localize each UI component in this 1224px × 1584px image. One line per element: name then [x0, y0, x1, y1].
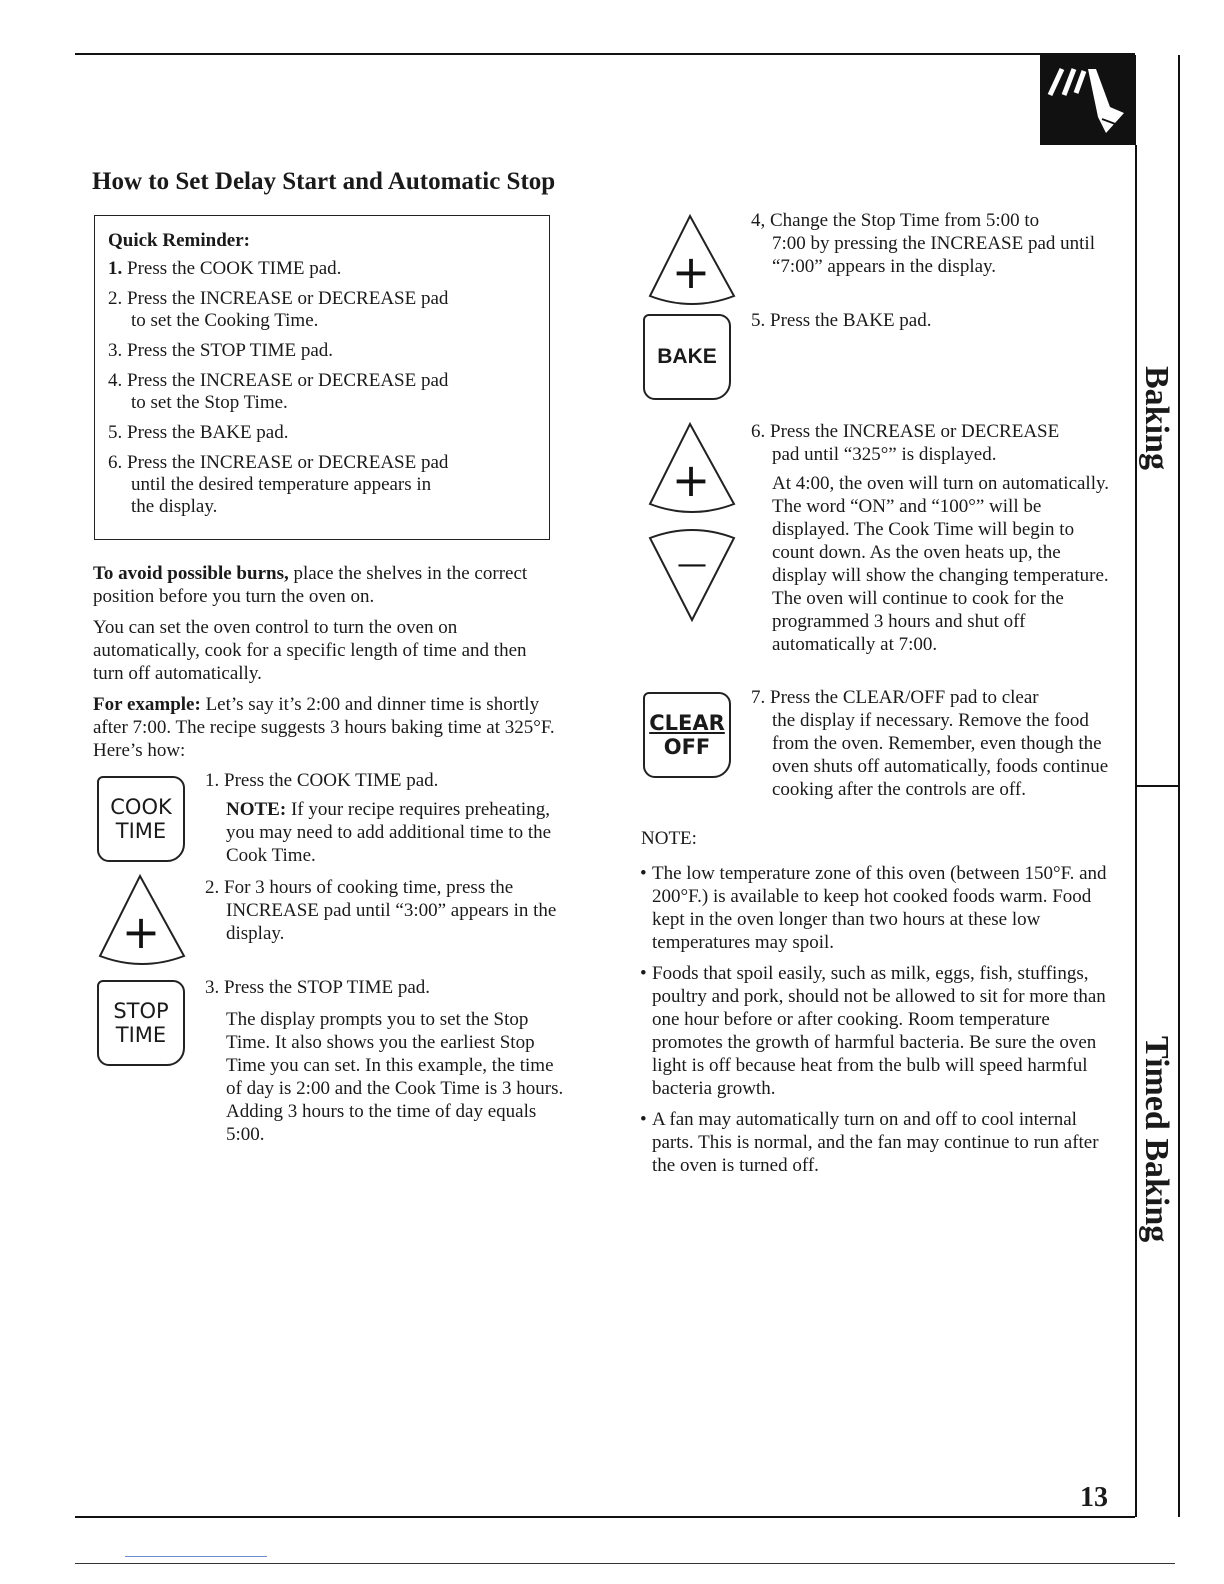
- page-heading: How to Set Delay Start and Automatic Stop: [92, 168, 556, 195]
- bottom-rule: [75, 1516, 1135, 1518]
- increase-pad-icon: [646, 212, 738, 315]
- svg-text:+: +: [671, 453, 711, 507]
- side-rule-inner: [1135, 145, 1137, 1517]
- quick-reminder-title: Quick Reminder:: [108, 230, 250, 251]
- step-4: 4, Change the Stop Time from 5:00 to 7:00 by pressing the INCREASE pad until “7:00” appears in the display.: [751, 210, 1095, 277]
- svg-text:—: —: [677, 547, 707, 582]
- note-list: [640, 862, 1110, 1185]
- step-7: 7. Press the CLEAR/OFF pad to clear the display if necessary. Remove the food from the oven. Remember, even though the oven shuts off automatically, foods continue cooking after the controls are off.: [751, 687, 1109, 800]
- quick-reminder-box: [94, 215, 550, 540]
- note-item: • A fan may automatically turn on and off to cool internal parts. This is normal, and the fan may continue to run after the oven is turned off.: [640, 1108, 1110, 1177]
- reminder-item: 1. Press the COOK TIME pad.: [108, 258, 342, 279]
- side-tab-timed-baking: Timed Baking: [1138, 1036, 1175, 1243]
- reminder-item: 6. Press the INCREASE or DECREASE pad until the desired temperature appears in the display.: [108, 452, 449, 517]
- reminder-item: 4. Press the INCREASE or DECREASE pad to set the Stop Time.: [108, 370, 449, 413]
- bottom-rule-secondary: [75, 1563, 1175, 1564]
- reminder-item: 5. Press the BAKE pad.: [108, 422, 289, 443]
- page-number: 13: [1080, 1482, 1108, 1513]
- decrease-pad-icon: [646, 524, 738, 629]
- note-heading: NOTE:: [641, 828, 697, 849]
- note-item: • Foods that spoil easily, such as milk, eggs, fish, stuffings, poultry and pork, should not be allowed to sit for more than one hour before or after cooking. Room temperature promotes the growth of harmful bacteria. Be sure the oven light is off because heat from the bulb will speed harmful bacteria growth.: [640, 962, 1110, 1100]
- note-item: • The low temperature zone of this oven (between 150°F. and 200°F.) is available to keep hot cooked foods warm. Food kept in the oven longer than two hours at these low temperatures may spoil.: [640, 862, 1110, 954]
- link-underline: [125, 1556, 267, 1557]
- side-tab-baking: Baking: [1138, 366, 1175, 470]
- top-rule: [75, 53, 1135, 55]
- intro-paragraph: You can set the oven control to turn the oven on automatically, cook for a specific length of time and then turn off automatically.: [93, 617, 527, 684]
- svg-text:+: +: [671, 245, 711, 299]
- reminder-item: 3. Press the STOP TIME pad.: [108, 340, 334, 361]
- clear-off-pad: CLEAR OFF: [643, 692, 731, 778]
- step-2: 2. For 3 hours of cooking time, press the INCREASE pad until “3:00” appears in the display.: [205, 877, 557, 944]
- step-6: 6. Press the INCREASE or DECREASE pad until “325°” is displayed. At 4:00, the oven will turn on automatically. The word “ON” and “100°” will be displayed. The Cook Time will begin to count down. As the oven heats up, the display will show the changing temperature. The oven will continue to cook for the programmed 3 hours and shut off automatically at 7:00.: [751, 421, 1110, 655]
- step-1: 1. Press the COOK TIME pad. NOTE: If your recipe requires preheating, you may need to add additional time to the Cook Time.: [205, 770, 552, 866]
- example-paragraph: For example: Let’s say it’s 2:00 and dinner time is shortly after 7:00. The recipe suggests 3 hours baking time at 325°F. Here’s how:: [93, 694, 555, 761]
- side-tab-divider: [1135, 785, 1179, 787]
- cook-time-pad: COOK TIME: [97, 776, 185, 862]
- stop-time-pad: STOP TIME: [97, 980, 185, 1066]
- step-3: 3. Press the STOP TIME pad. The display prompts you to set the Stop Time. It also shows you the earliest Stop Time you can set. In this example, the time of day is 2:00 and the Cook Time is 3 hours. Adding 3 hours to the time of day equals 5:00.: [205, 977, 564, 1145]
- svg-text:+: +: [121, 905, 161, 959]
- increase-pad-icon: [646, 420, 738, 523]
- bake-pad: BAKE: [643, 314, 731, 400]
- pointing-hand-icon: [1040, 55, 1136, 145]
- reminder-item: 2. Press the INCREASE or DECREASE pad to set the Cooking Time.: [108, 288, 449, 331]
- step-5: 5. Press the BAKE pad.: [751, 310, 932, 331]
- quick-reminder-list: [108, 258, 448, 526]
- burns-paragraph: To avoid possible burns, place the shelves in the correct position before you turn the oven on.: [93, 563, 528, 607]
- increase-pad-icon: [96, 872, 188, 975]
